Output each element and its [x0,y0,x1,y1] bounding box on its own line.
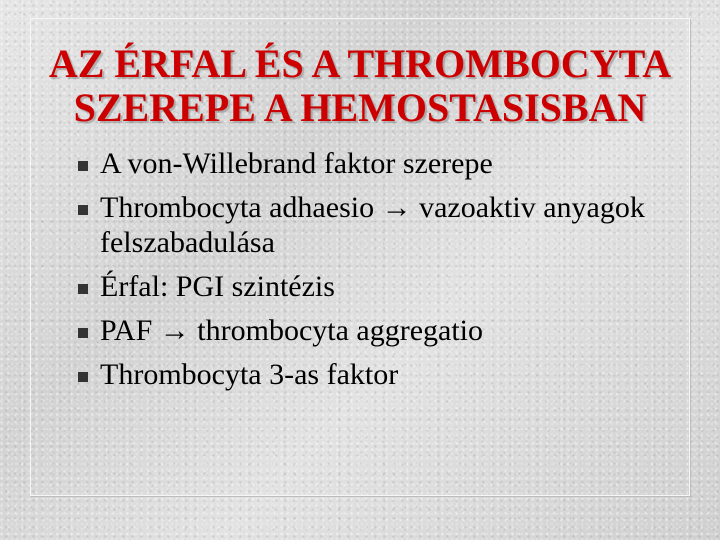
bullet-item [76,190,696,260]
bullet-item [76,269,696,304]
title-line-1: AZ ÉRFAL ÉS A THROMBOCYTA [48,41,672,86]
bullet-text-after: thrombocyta aggregatio [189,314,484,347]
bullet-text-after: vazoaktiv anyagok felszabadulása [100,191,645,259]
arrow-icon: → [159,314,190,347]
title-line-2: SZEREPE A HEMOSTASISBAN [73,85,647,130]
bullet-item [76,313,696,348]
square-bullet-icon [78,161,88,171]
square-bullet-icon [78,328,88,338]
square-bullet-icon [78,284,88,294]
bullet-text: A von-Willebrand faktor szerepe [100,147,493,180]
bullet-list [76,146,696,401]
arrow-icon: → [381,191,412,224]
slide-title [0,42,720,130]
bullet-text-before: PAF [100,314,160,347]
bullet-text-before: Thrombocyta adhaesio [100,191,382,224]
bullet-text: Thrombocyta 3-as faktor [100,358,399,391]
bullet-text: Érfal: PGI szintézis [100,270,335,303]
bullet-item [76,146,696,181]
bullet-item [76,357,696,392]
square-bullet-icon [78,372,88,382]
square-bullet-icon [78,205,88,215]
